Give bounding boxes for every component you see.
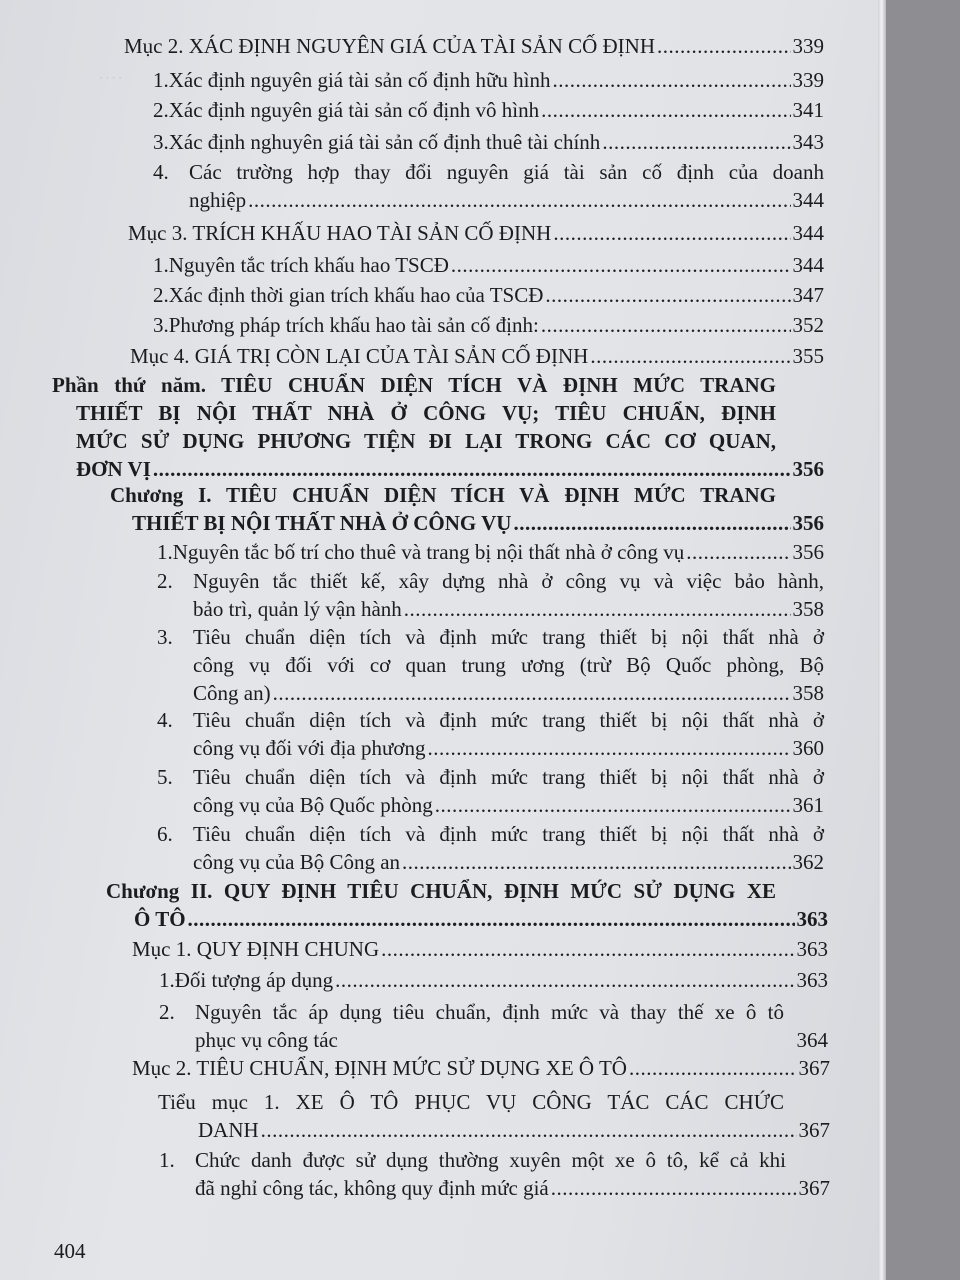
dot-leader xyxy=(381,935,794,963)
dot-leader xyxy=(553,219,790,247)
page-ref: 355 xyxy=(792,344,824,368)
toc-section-heading: Mục 3. TRÍCH KHẤU HAO TÀI SẢN CỐ ĐỊNH ..... 344 xyxy=(128,219,824,247)
toc-item: 2. Nguyên tắc áp dụng tiêu chuẩn, định mức và thay thế xe ô tô phục vụ công tác 364 xyxy=(159,1000,828,1052)
item-number: 3. xyxy=(157,625,173,649)
toc-item: 6. Tiêu chuẩn diện tích và định mức trang thiết bị nội thất nhà ở công vụ của Bộ Công an ..... 362 xyxy=(157,820,824,876)
page-ref: 363 xyxy=(796,968,828,992)
toc-item: 2. Nguyên tắc thiết kế, xây dựng nhà ở công vụ và việc bảo hành, bảo trì, quản lý vận hành ..... 358 xyxy=(157,567,824,623)
dot-leader xyxy=(657,32,790,60)
dot-leader xyxy=(404,595,791,623)
dot-leader xyxy=(153,455,791,483)
toc-chapter-heading: Chương I. TIÊU CHUẨN DIỆN TÍCH VÀ ĐỊNH MỨC TRANG THIẾT BỊ NỘI THẤT NHÀ Ở CÔNG VỤ ..... 356 xyxy=(110,481,824,537)
page-ref: 358 xyxy=(792,681,824,705)
dot-leader xyxy=(435,791,791,819)
item-number: 4. xyxy=(157,708,173,732)
toc-item: 1. Đối tượng áp dụng ..... 363 xyxy=(159,966,828,994)
page-ref: 360 xyxy=(792,736,824,760)
dot-leader xyxy=(545,281,790,309)
page-ref: 343 xyxy=(792,130,824,154)
toc-section-heading: Mục 4. GIÁ TRỊ CÒN LẠI CỦA TÀI SẢN CỐ ĐỊNH ..... 355 xyxy=(130,342,824,370)
item-number: 3. xyxy=(153,130,169,154)
page-ref: 358 xyxy=(792,597,824,621)
page-ref: 339 xyxy=(792,34,824,58)
page-ref: 339 xyxy=(792,68,824,92)
dot-leader xyxy=(273,679,791,707)
toc-item: 1. Nguyên tắc bố trí cho thuê và trang bị nội thất nhà ở công vụ ..... 356 xyxy=(157,538,824,566)
page-edge xyxy=(878,0,886,1280)
dot-leader xyxy=(248,186,790,214)
page-ref: 362 xyxy=(792,850,824,874)
dot-leader xyxy=(552,66,790,94)
page-ref: 356 xyxy=(792,540,824,564)
dot-leader xyxy=(402,848,790,876)
page-ref: 344 xyxy=(792,221,824,245)
dot-leader xyxy=(513,509,790,537)
dot-leader xyxy=(541,96,790,124)
page-ref: 367 xyxy=(798,1176,830,1200)
dot-leader xyxy=(451,251,791,279)
page-ref: 364 xyxy=(796,1028,828,1052)
page-number: 404 xyxy=(54,1239,86,1263)
item-number: 4. xyxy=(153,160,169,184)
page-ref: 363 xyxy=(796,937,828,961)
toc-item: 4. Các trường hợp thay đổi nguyên giá tài sản cố định của doanh nghiệp ..... 344 xyxy=(153,158,824,214)
toc-item: 3. Phương pháp trích khấu hao tài sản cố định: ..... 352 xyxy=(153,311,824,339)
dot-leader xyxy=(629,1054,797,1082)
item-number: 2. xyxy=(153,98,169,122)
toc-item: 2. Xác định thời gian trích khấu hao của TSCĐ ..... 347 xyxy=(153,281,824,309)
toc-item: 3. Tiêu chuẩn diện tích và định mức trang thiết bị nội thất nhà ở công vụ đối với cơ quan trung ương (trừ Bộ Quốc phòng, Bộ Công an) ..... 358 xyxy=(157,623,824,707)
item-number: 2. xyxy=(157,569,173,593)
dot-leader xyxy=(551,1174,797,1202)
toc-part-heading: Phần thứ năm. TIÊU CHUẨN DIỆN TÍCH VÀ ĐỊNH MỨC TRANG THIẾT BỊ NỘI THẤT NHÀ Ở CÔNG VỤ; TIÊU CHUẨN, ĐỊNH MỨC SỬ DỤNG PHƯƠNG TIỆN ĐI LẠI TRONG CÁC CƠ QUAN, ĐƠN VỊ ..... 356 xyxy=(52,371,824,483)
item-number: 1. xyxy=(153,253,169,277)
toc-item: 1. Xác định nguyên giá tài sản cố định hữu hình ..... 339 xyxy=(153,66,824,94)
dot-leader xyxy=(686,538,790,566)
item-number: 3. xyxy=(153,313,169,337)
page-ref: 356 xyxy=(792,457,824,481)
dot-leader xyxy=(541,311,791,339)
toc-item: 5. Tiêu chuẩn diện tích và định mức trang thiết bị nội thất nhà ở công vụ của Bộ Quốc phòng ..... 361 xyxy=(157,763,824,819)
toc-item: 4. Tiêu chuẩn diện tích và định mức trang thiết bị nội thất nhà ở công vụ đối với địa phương ..... 360 xyxy=(157,706,824,762)
item-number: 5. xyxy=(157,765,173,789)
toc-chapter-heading: Chương II. QUY ĐỊNH TIÊU CHUẨN, ĐỊNH MỨC SỬ DỤNG XE Ô TÔ ..... 363 xyxy=(106,877,828,933)
dot-leader xyxy=(428,734,791,762)
toc-item: 3. Xác định nghuyên giá tài sản cố định thuê tài chính ..... 343 xyxy=(153,128,824,156)
item-number: 6. xyxy=(157,822,173,846)
toc-subsection-heading: Tiểu mục 1. XE Ô TÔ PHỤC VỤ CÔNG TÁC CÁC CHỨC DANH ..... 367 xyxy=(158,1088,830,1144)
item-number: 2. xyxy=(153,283,169,307)
page-ref: 344 xyxy=(792,253,824,277)
page-ref: 367 xyxy=(798,1056,830,1080)
dot-leader xyxy=(590,342,790,370)
page-ref: 363 xyxy=(796,907,828,931)
dot-leader xyxy=(188,905,795,933)
page-ref: 347 xyxy=(792,283,824,307)
item-number: 1. xyxy=(159,968,175,992)
toc-item: 1. Nguyên tắc trích khấu hao TSCĐ ..... 344 xyxy=(153,251,824,279)
dot-leader xyxy=(335,966,794,994)
toc-item: 2. Xác định nguyên giá tài sản cố định vô hình ..... 341 xyxy=(153,96,824,124)
bleed-through-text: ···· xyxy=(98,68,124,89)
dot-leader xyxy=(602,128,790,156)
toc-section-heading: Mục 1. QUY ĐỊNH CHUNG ..... 363 xyxy=(132,935,828,963)
page-ref: 367 xyxy=(798,1118,830,1142)
page-ref: 361 xyxy=(792,793,824,817)
item-number: 1. xyxy=(157,540,173,564)
page-ref: 352 xyxy=(792,313,824,337)
toc-section-heading: Mục 2. XÁC ĐỊNH NGUYÊN GIÁ CỦA TÀI SẢN CỐ ĐỊNH ..... 339 xyxy=(124,32,824,60)
item-number: 1. xyxy=(159,1148,175,1172)
page-ref: 344 xyxy=(792,188,824,212)
toc-section-heading: Mục 2. TIÊU CHUẨN, ĐỊNH MỨC SỬ DỤNG XE Ô TÔ ..... 367 xyxy=(132,1054,830,1082)
toc-item: 1. Chức danh được sử dụng thường xuyên một xe ô tô, kể cả khi đã nghỉ công tác, không quy định mức giá ..... 367 xyxy=(159,1146,830,1202)
page-ref: 341 xyxy=(792,98,824,122)
item-number: 1. xyxy=(153,68,169,92)
item-number: 2. xyxy=(159,1000,175,1024)
page-ref: 356 xyxy=(792,511,824,535)
dot-leader xyxy=(261,1116,797,1144)
